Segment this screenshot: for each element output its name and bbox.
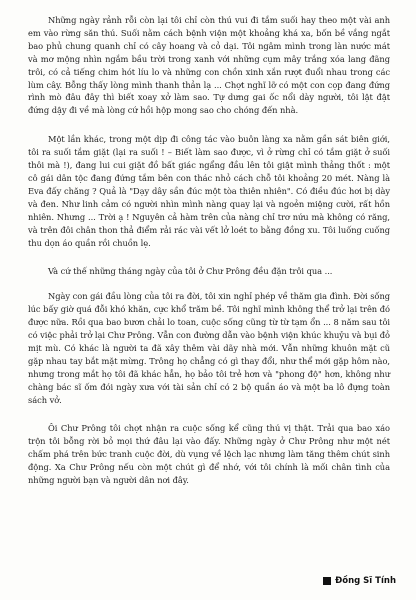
square-bullet-icon bbox=[323, 577, 331, 585]
paragraph-5: Ôi Chư Prông tôi chợt nhận ra cuộc sống kể cũng thú vị thật. Trải qua bao xáo trộn tôi bỗng rời bỏ mọi thứ đâu lại vào đấy. Những ngày ở Chư Prông như một nét chấm phá trên bức tranh cuộc đời, dù vụng về lệch lạc nhưng làm tăng thêm chút sinh động. Xa Chư Prông nếu còn một chút gì để nhớ, với tôi chính là mối chân tình của những người bạn và người dân nơi đây. bbox=[28, 423, 390, 486]
paragraph-4: Ngày con gái đầu lòng của tôi ra đời, tôi xin nghỉ phép về thăm gia đình. Đời sống lúc bấy giờ quá đỗi khó khăn, cực khổ trăm bề. Tôi nghĩ mình không thể trở lại trên đó được nữa. Rồi qua bao bươn chải lo toan, cuộc sống cũng từ từ tạm ổn ... 8 năm sau tôi có việc phải trở lại Chư Prông. Vẫn con đường dẫn vào bệnh viện khúc khuỷu và bụi đỏ mịt mù. Có khác là người ta đã xây thêm vài dãy nhà mới. Vẫn những khuôn mặt cũ gặp nhau tay bắt mặt mừng. Trông họ chẳng có gì thay đổi, như thể mới gặp hôm nào, nhưng trong mắt họ tôi đã khác hẳn, họ bảo tôi trẻ hơn và "phong độ" hơn, không như chàng bác sĩ ốm đói ngày xưa với tài sản chỉ có 2 bộ quần áo và một ba lô đựng toàn sách vở. bbox=[28, 291, 390, 405]
paragraph-2: Một lần khác, trong một dịp đi công tác vào buôn làng xa nằm gần sát biên giới, tôi ra suối tắm giặt (lại ra suối ! – Biết làm sao được, vì ở rừng chỉ có tắm giặt ở suối thôi mà !), đang lui cui giặt đồ bất giác ngẩng đầu lên tôi giật mình thảng thốt : một cô gái dân tộc đang đứng tắm bên con thác nhỏ cách chỗ tôi khoảng 20 mét. Nàng là Eva đấy chăng ? Quả là "Dạy dây sần đúc một tòa thiên nhiên". Có điều đúc hơi bị dày và đen. Như linh cảm có người nhìn mình nàng quay lại và ngoẻn miệng cười, rất hồn nhiên. Nhưng ... Trời ạ ! Nguyên cả hàm trên của nàng chỉ trơ nứu mà không có răng, và trên đôi chân thon thả điểm rải rác vài vết lở loét to bằng đồng xu. Tôi luống cuống thu dọn áo quần rồi chuồn lẹ. bbox=[28, 134, 390, 248]
paragraph-1: Những ngày rảnh rỗi còn lại tôi chỉ còn thú vui đi tắm suối hay theo một vài anh em vào rừng săn thú. Suối nằm cách bệnh viện một khoảng khá xa, bốn bề vắng ngắt bao phủ chung quanh chỉ có cây hoang và cỏ dại. Tôi ngâm mình trong làn nước mát và mơ mộng nhìn ngắm bầu trời trong xanh với những cụm mây trắng xóa lang đãng trôi, có cả tiếng chim hót líu lo và những con chồn xinh xắn rượt đuổi nhau trong các lùm cây. Bỗng thấy lòng mình thanh thản lạ ... Chợt nghĩ lỡ có một con cọp đang đứng rình mò đâu đây thì biết xoay xở làm sao. Tự dưng gai ốc nổi dày người, tôi lật đật đứng dậy đi về mà lòng cứ hồi hộp mong sao cho chóng đến nhà. bbox=[28, 15, 390, 116]
author-name: Đồng Sĩ Tính bbox=[335, 576, 396, 586]
paragraph-3: Và cứ thế những tháng ngày của tôi ở Chư Prông đều đặn trôi qua ... bbox=[48, 266, 333, 277]
author-signature bbox=[323, 576, 396, 586]
